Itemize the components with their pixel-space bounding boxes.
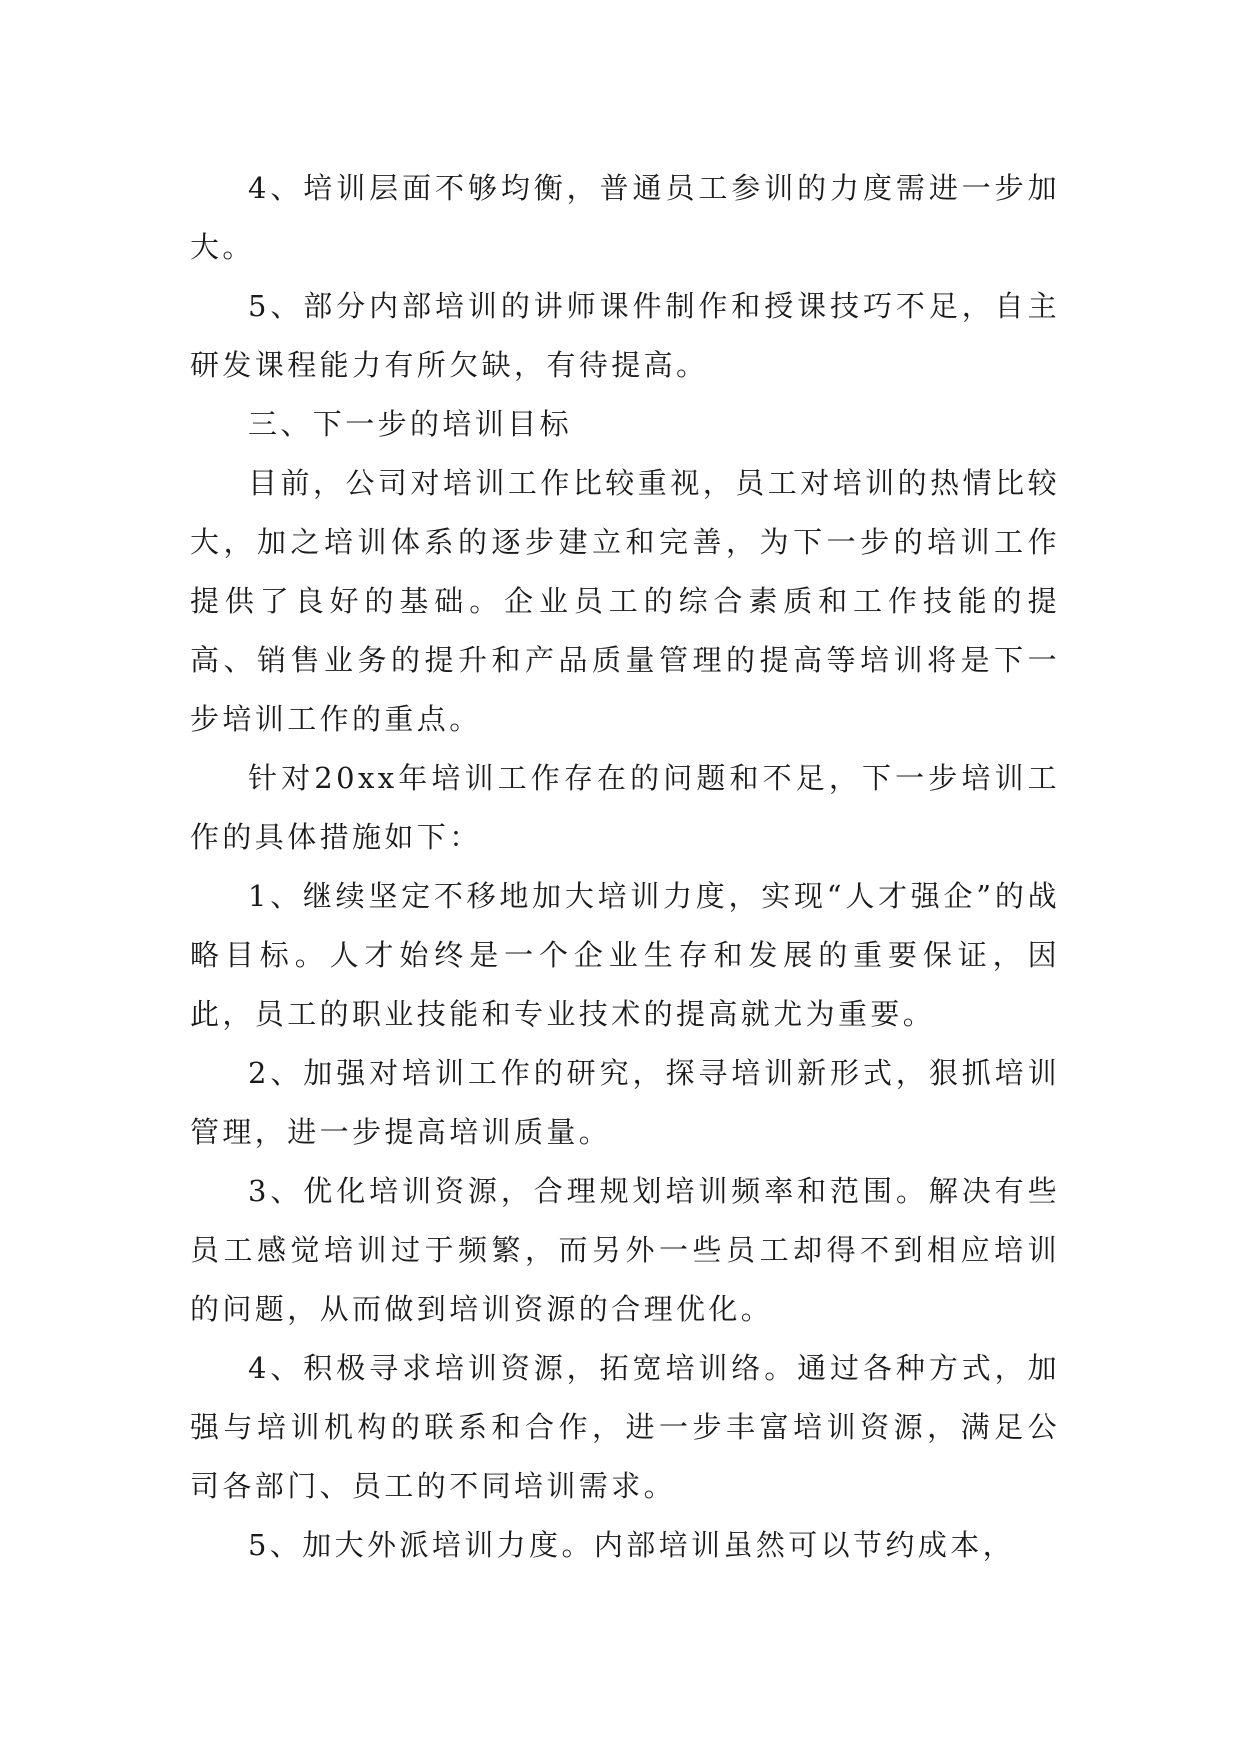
paragraph-current-situation: 目前，公司对培训工作比较重视，员工对培训的热情比较大，加之培训体系的逐步建立和完善，为下一步的培训工作提供了良好的基础。企业员工的综合素质和工作技能的提高、销售业务的提升和产品质量管理的提高等培训将是下一步培训工作的重点。: [190, 466, 1060, 736]
paragraph-measure-1: 1、继续坚定不移地加大培训力度，实现“人才强企”的战略目标。人才始终是一个企业生存和发展的重要保证，因此，员工的职业技能和专业技术的提高就尤为重要。: [190, 879, 1060, 1031]
paragraph-measure-2: 2、加强对培训工作的研究，探寻培训新形式，狠抓培训管理，进一步提高培训质量。: [190, 1056, 1060, 1149]
paragraph-training-imbalance: 4、培训层面不够均衡，普通员工参训的力度需进一步加大。: [190, 171, 1060, 264]
section-heading-next-goals: 三、下一步的培训目标: [248, 407, 573, 441]
paragraph-measure-3: 3、优化培训资源，合理规划培训频率和范围。解决有些员工感觉培训过于频繁，而另外一些员工却得不到相应培训的问题，从而做到培训资源的合理优化。: [190, 1174, 1060, 1326]
paragraph-measures-intro: 针对20xx年培训工作存在的问题和不足，下一步培训工作的具体措施如下：: [190, 761, 1060, 854]
document-body: [190, 159, 1060, 1575]
paragraph-instructor-skills: 5、部分内部培训的讲师课件制作和授课技巧不足，自主研发课程能力有所欠缺，有待提高。: [190, 289, 1060, 382]
paragraph-measure-5: 5、加大外派培训力度。内部培训虽然可以节约成本，: [248, 1528, 1016, 1562]
paragraph-measure-4: 4、积极寻求培训资源，拓宽培训络。通过各种方式，加强与培训机构的联系和合作，进一步丰富培训资源，满足公司各部门、员工的不同培训需求。: [190, 1351, 1060, 1503]
